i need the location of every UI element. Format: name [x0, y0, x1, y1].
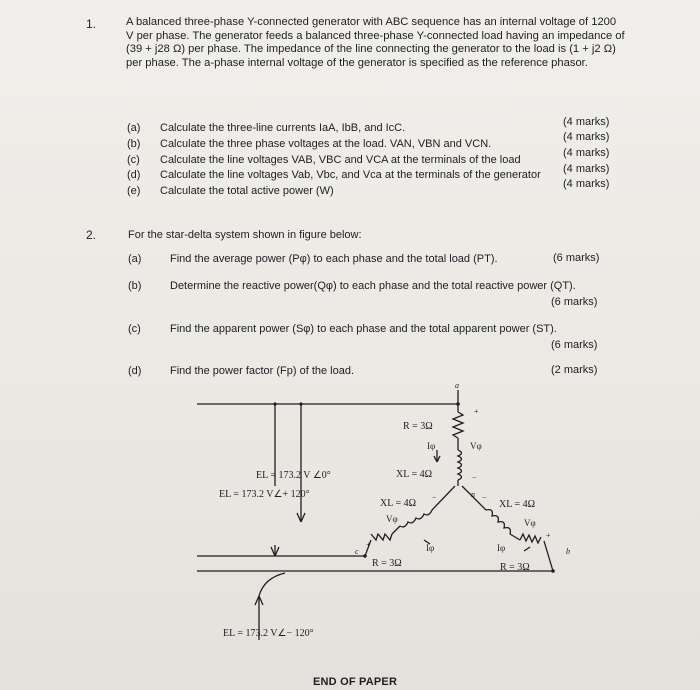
right-resistor-label: R = 3Ω — [500, 562, 530, 573]
q1-part-a-label: (a) — [127, 122, 141, 134]
q1-part-a-marks: (4 marks) — [563, 116, 610, 128]
top-inductor — [458, 450, 462, 480]
q2-part-d-label: (d) — [128, 365, 142, 377]
left-inductor-label: XL = 4Ω — [380, 498, 417, 509]
node-c-label: c — [355, 547, 359, 556]
left-voltage-label: Vφ — [386, 514, 398, 524]
node-n-label: n — [471, 490, 475, 499]
q2-part-b-marks: (6 marks) — [551, 296, 598, 308]
q1-part-d-label: (d) — [127, 169, 141, 181]
q1-part-c-label: (c) — [127, 154, 140, 166]
q2-part-a-marks: (6 marks) — [553, 252, 600, 264]
source-emf-label-1: EL = 173.2 V ∠0° — [256, 470, 331, 481]
left-minus-sign: − — [432, 493, 437, 502]
q2-part-c-label: (c) — [128, 323, 141, 335]
left-plus-sign: + — [366, 540, 371, 549]
node-b-label: b — [566, 547, 570, 556]
q2-part-a-label: (a) — [128, 253, 142, 265]
right-plus-sign: + — [546, 531, 551, 540]
q1-part-b-text: Calculate the three phase voltages at the load. VAN, VBN and VCN. — [160, 138, 492, 150]
right-inductor — [486, 510, 510, 534]
q1-part-e-text: Calculate the total active power (W) — [160, 185, 334, 197]
right-inductor-label: XL = 4Ω — [499, 499, 536, 510]
right-minus-sign: − — [482, 493, 487, 502]
top-resistor-label: R = 3Ω — [403, 421, 433, 432]
q1-part-d-text: Calculate the line voltages Vab, Vbc, and Vca at the terminals of the generator — [160, 169, 541, 181]
q2-part-c-text: Find the apparent power (Sφ) to each phase and the total apparent power (ST). — [170, 323, 557, 335]
q1-part-c-marks: (4 marks) — [563, 147, 610, 159]
right-current-label: Iφ — [497, 543, 506, 553]
left-resistor-label: R = 3Ω — [372, 558, 402, 569]
q1-part-b-label: (b) — [127, 138, 141, 150]
left-inductor — [400, 510, 432, 527]
left-current-label: Iφ — [426, 543, 435, 553]
node-a-label: a — [455, 381, 459, 390]
right-voltage-label: Vφ — [524, 518, 536, 528]
left-resistor — [371, 534, 392, 540]
top-resistor — [453, 412, 463, 438]
question-2-number: 2. — [86, 228, 97, 242]
question-1-intro: A balanced three-phase Y-connected generator with ABC sequence has an internal voltage of 1200 V per phase. The generator feeds a balanced three-phase Y-connected load having an impedance of (39 + j28 Ω) per phase. The impedance of the line connecting the generator to the load is (1 + j2 Ω) per phase. The a-phase internal voltage of the generator is specified as the reference phasor. — [126, 16, 625, 69]
question-1-number: 1. — [86, 17, 97, 31]
top-inductor-label: XL = 4Ω — [396, 469, 433, 480]
q1-part-e-label: (e) — [127, 185, 141, 197]
q2-part-b-text: Determine the reactive power(Qφ) to each phase and the total reactive power (QT). — [170, 280, 576, 292]
q1-part-a-text: Calculate the three-line currents IaA, IbB, and IcC. — [160, 122, 406, 134]
q2-part-a-text: Find the average power (Pφ) to each phase and the total load (PT). — [170, 253, 498, 265]
q2-part-d-text: Find the power factor (Fp) of the load. — [170, 365, 355, 377]
q1-part-c-text: Calculate the line voltages VAB, VBC and VCA at the terminals of the load — [160, 154, 521, 166]
right-resistor — [520, 534, 541, 543]
question-2-intro: For the star-delta system shown in figure below: — [128, 229, 362, 241]
source-emf-label-2: EL = 173.2 V∠+ 120° — [219, 489, 310, 500]
end-of-paper: END OF PAPER — [313, 676, 398, 688]
q2-part-c-marks: (6 marks) — [551, 339, 598, 351]
top-voltage-label: Vφ — [470, 441, 482, 451]
q1-part-d-marks: (4 marks) — [563, 163, 610, 175]
q2-part-b-label: (b) — [128, 280, 142, 292]
q2-part-d-marks: (2 marks) — [551, 364, 598, 376]
q1-part-e-marks: (4 marks) — [563, 178, 610, 190]
source-emf-label-3: EL = 173.2 V∠− 120° — [223, 628, 314, 639]
top-plus-sign: + — [474, 407, 479, 416]
q1-part-b-marks: (4 marks) — [563, 131, 610, 143]
top-minus-sign: − — [472, 473, 477, 482]
top-current-label: Iφ — [427, 441, 436, 451]
